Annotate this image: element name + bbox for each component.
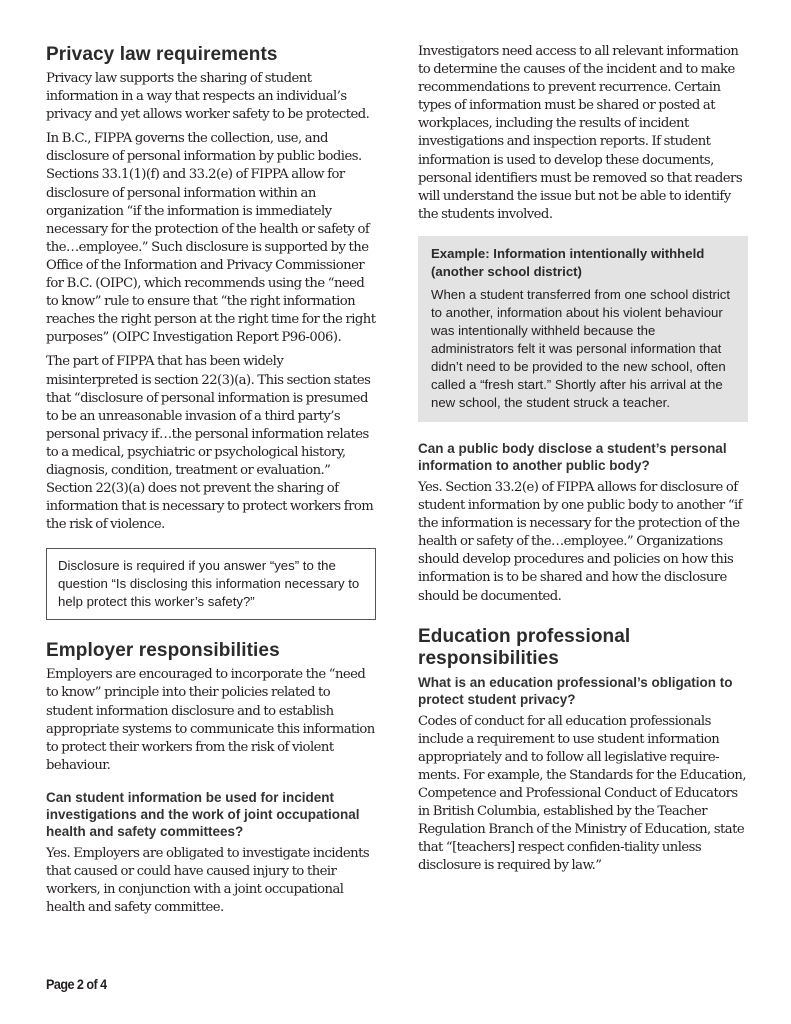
left-column bbox=[46, 44, 376, 923]
privacy-law-section bbox=[46, 44, 376, 620]
public-body-answer: Yes. Section 33.2(e) of FIPPA allows for disclosure of student information by one public body to another “if the information is necessary for the protection of the health or safety of the…employee.” Organizations should develop procedures and policies on how this information is to be shared and how the disclosure should be documented. bbox=[418, 479, 743, 604]
example-box bbox=[418, 236, 748, 422]
employer-paragraph: Employers are encouraged to incorporate the “need to know” principle into their policies related to student information disclosure and to establish appropriate systems to communicate this information to protect their workers from the risk of violent behaviour. bbox=[46, 667, 375, 773]
education-professional-section bbox=[418, 626, 748, 876]
disclosure-callout-box: Disclosure is required if you answer “yes” to the question “Is disclosing this information necessary to help protect this worker’s safety?” bbox=[46, 548, 376, 620]
incident-investigation-answer: Yes. Employers are obligated to investigate incidents that caused or could have caused injury to their workers, in conjunction with a joint occupational health and safety committee. bbox=[46, 845, 370, 916]
right-column bbox=[418, 44, 748, 881]
page-number: Page 2 of 4 bbox=[46, 976, 107, 992]
privacy-law-heading: Privacy law requirements bbox=[46, 44, 278, 65]
employer-responsibilities-section bbox=[46, 640, 376, 917]
education-answer: Codes of conduct for all education professionals include a requirement to use student information appropriately and to follow all legislative require-ments. For example, the Standards for the Education, Competence and Professional Conduct of Educators in British Columbia, established by the Teacher Regulation Branch of the Ministry of Education, state that “[teachers] respect confiden-tiality unless disclosure is required by law.” bbox=[418, 713, 747, 874]
incident-investigation-question: Can student information be used for incident investigations and the work of joint occupational health and safety committees? bbox=[46, 789, 360, 839]
public-body-question: Can a public body disclose a student’s personal information to another public body? bbox=[418, 440, 727, 473]
privacy-paragraph-2: In B.C., FIPPA governs the collection, use, and disclosure of personal information by public bodies. Sections 33.1(1)(f) and 33.2(e) of FIPPA allow for disclosure of personal information within an organization “if the information is immediately necessary for the protection of the health or safety of the…employee.” Such disclosure is supported by the Office of the Information and Privacy Commissioner for B.C. (OIPC), which recommends using the “need to know” rule to ensure that “the right information reaches the right person at the right time for the right purposes” (OIPC Investigation Report P96-006). bbox=[46, 131, 376, 346]
education-heading: Education professional responsibilities bbox=[418, 625, 631, 669]
investigators-paragraph: Investigators need access to all relevant information to determine the causes of the incident and to make recommendations to prevent recurrence. Certain types of information must be shared or posted at workplaces, including the results of incident investigations and inspection reports. If student information is used to develop these documents, personal identifiers must be removed so that readers will understand the issue but not be able to identify the students involved. bbox=[418, 44, 743, 222]
employer-heading: Employer responsibilities bbox=[46, 640, 280, 662]
education-question: What is an education professional’s obligation to protect student privacy? bbox=[418, 674, 733, 707]
example-title: Example: Information intentionally withheld (another school district) bbox=[431, 245, 705, 279]
privacy-paragraph-3: The part of FIPPA that has been widely misinterpreted is section 22(3)(a). This section states that “disclosure of personal information is presumed to be an unreasonable invasion of a third party’s personal privacy if…the personal information relates to a medical, psychiatric or psychological history, diagnosis, condition, treatment or evaluation.” Section 22(3)(a) does not prevent the sharing of information that is necessary to protect workers from the risk of violence. bbox=[46, 354, 374, 533]
public-body-section bbox=[418, 440, 748, 606]
privacy-paragraph-1: Privacy law supports the sharing of student information in a way that respects an individual’s privacy and yet allows worker safety to be protected. bbox=[46, 71, 370, 123]
example-body: When a student transferred from one school district to another, information about his violent behaviour was intentionally withheld because the administrators felt it was personal information that didn’t need to be provided to the new school, often called a “fresh start.” Shortly after his arrival at the new school, the student struck a teacher. bbox=[431, 286, 731, 410]
